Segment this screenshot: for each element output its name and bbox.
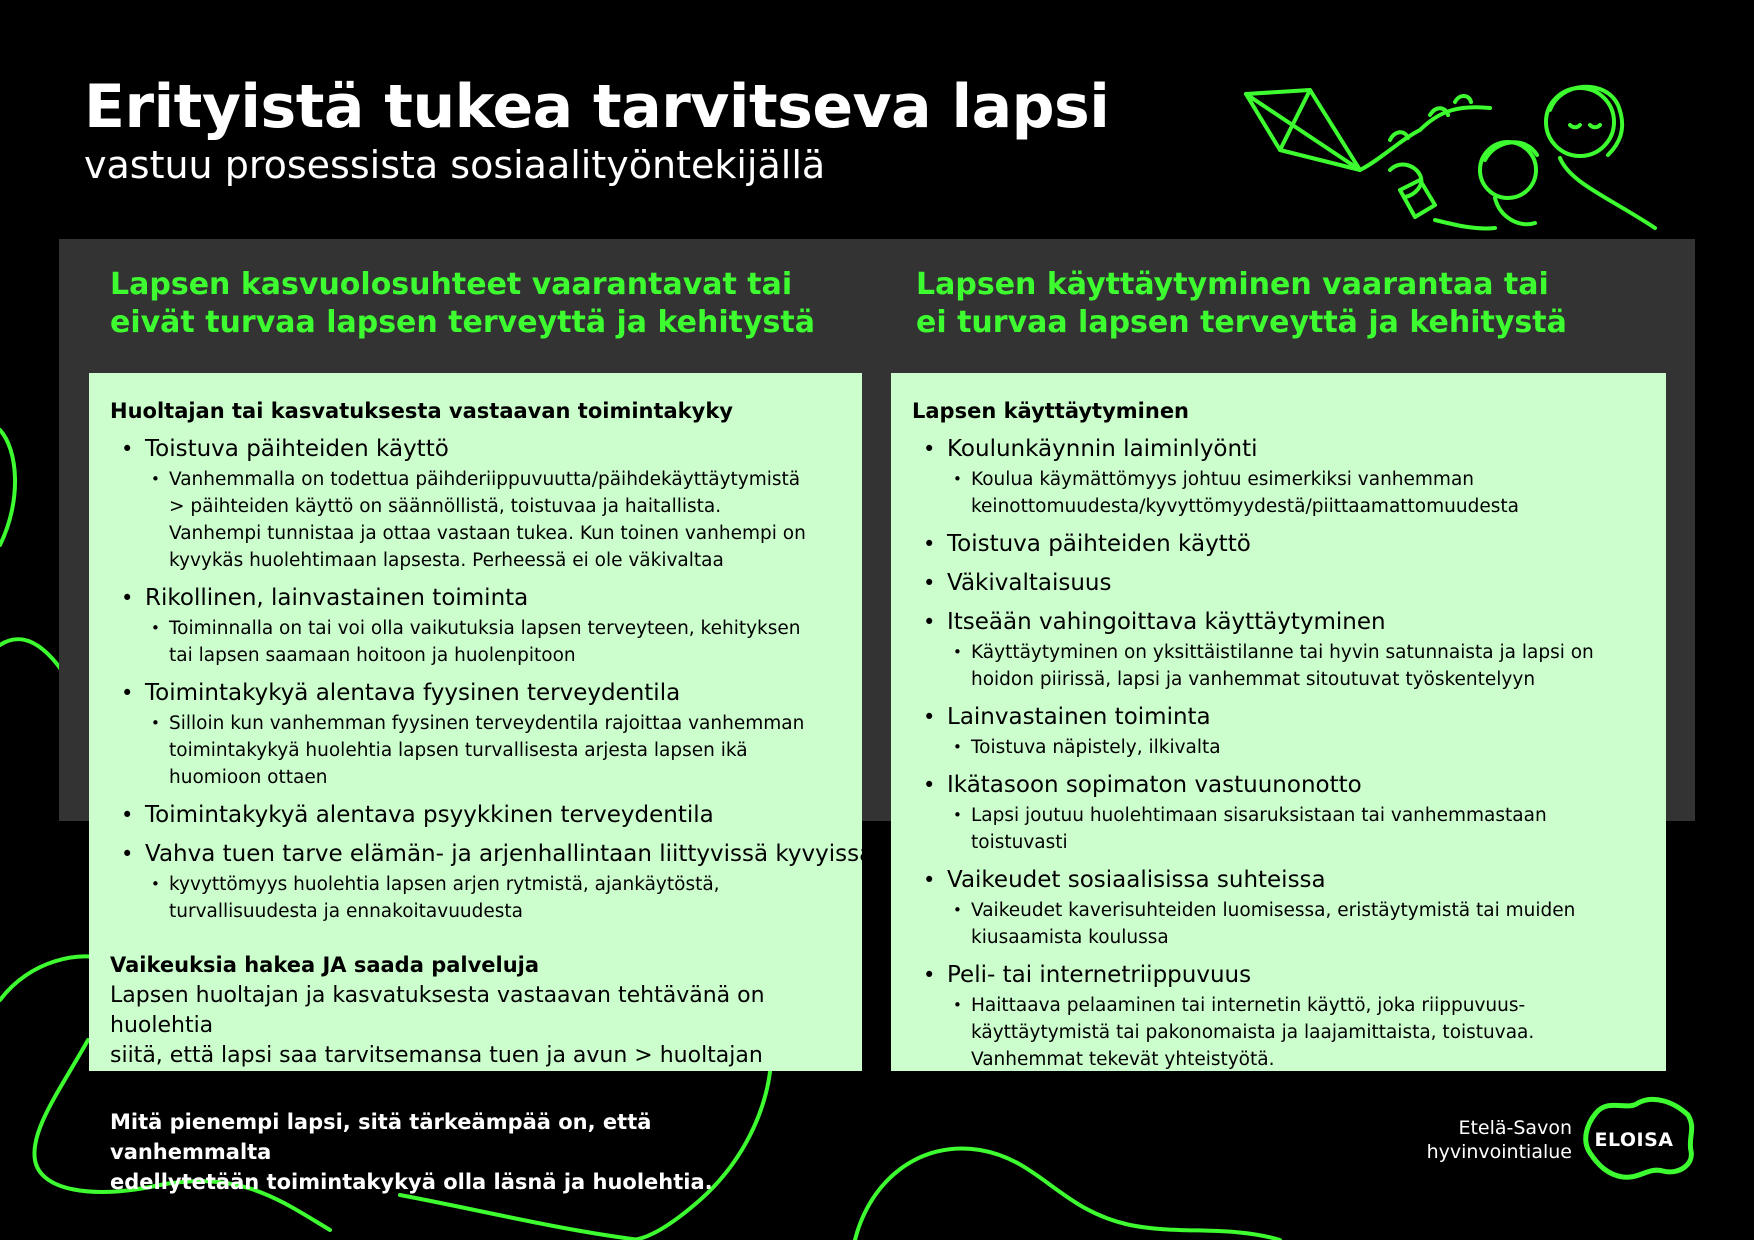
right-section-title: Lapsen käyttäytyminen [912,399,1190,423]
left-heading-line: eivät turvaa lapsen terveyttä ja kehitystä [110,305,815,340]
organization-name [1380,1116,1572,1164]
criteria-item-label: • Lainvastainen toiminta [947,704,1211,730]
criteria-subitem-line: kiusaamista koulussa [971,927,1169,948]
criteria-subitem [947,639,1645,693]
criteria-item [110,801,841,830]
page-subtitle: vastuu prosessista sosiaalityöntekijällä [84,143,826,187]
org-line: hyvinvointialue [1426,1141,1572,1163]
criteria-sublist [947,466,1645,520]
criteria-item [110,435,841,574]
criteria-subitem-line: • Vanhemmalla on todettua päihderiippuvuutta/päihdekäyttäytymistä [169,469,801,490]
criteria-item-label: • Toimintakykyä alentava fyysinen terveydentila [145,680,681,706]
criteria-subitem-line: käyttäytymistä tai pakonomaista ja laajamittaista, toistuvaa. [971,1022,1535,1043]
criteria-item [110,679,841,791]
right-column-heading [916,266,1567,342]
left-heading-line: Lapsen kasvuolosuhteet vaarantavat tai [110,267,793,302]
criteria-sublist [947,734,1645,761]
criteria-subitem [947,734,1645,761]
criteria-sublist [145,710,841,791]
criteria-subitem-line: kyvykäs huolehtimaan lapsesta. Perheessä ei ole väkivaltaa [169,550,724,571]
left-section-title: Huoltajan tai kasvatuksesta vastaavan toimintakyky [110,399,733,423]
criteria-item [912,703,1645,761]
criteria-item [912,569,1645,598]
section2-line: siitä, että lapsi saa tarvitsemansa tuen ja avun > huoltajan tehtävä. [110,1043,763,1098]
footer-note [110,1107,810,1197]
criteria-subitem-line: • Silloin kun vanhemman fyysinen terveydentila rajoittaa vanhemman [169,713,805,734]
criteria-sublist [947,897,1645,951]
criteria-subitem-line: • Vaikeudet kaverisuhteiden luomisessa, eristäytymistä tai muiden [971,900,1576,921]
criteria-item [912,961,1645,1073]
criteria-subitem [947,802,1645,856]
page-title: Erityistä tukea tarvitseva lapsi [84,72,1110,142]
criteria-sublist [145,871,841,925]
criteria-item-label: • Ikätasoon sopimaton vastuunonotto [947,772,1362,798]
criteria-subitem-line: • Lapsi joutuu huolehtimaan sisaruksistaan tai vanhemmastaan toistuvasti [971,805,1547,853]
criteria-item [912,435,1645,520]
footer-note-line: Mitä pienempi lapsi, sitä tärkeämpää on, että vanhemmalta [110,1110,652,1164]
criteria-subitem-line: turvallisuudesta ja ennakoitavuudesta [169,901,523,922]
criteria-subitem-line: Vanhempi tunnistaa ja ottaa vastaan tukea. Kun toinen vanhempi on [169,523,806,544]
criteria-subitem-line: > päihteiden käyttö on säännöllistä, toistuvaa ja haitallista. [169,496,722,517]
right-heading-line: ei turvaa lapsen terveyttä ja kehitystä [916,305,1567,340]
curve-bottom-right [855,1148,1280,1240]
criteria-item [912,608,1645,693]
criteria-subitem-line: • Käyttäytyminen on yksittäistilanne tai hyvin satunnaista ja lapsi on [971,642,1594,663]
criteria-item-label: • Peli- tai internetriippuvuus [947,962,1252,988]
criteria-subitem [947,897,1645,951]
left-section2-text [110,981,841,1101]
criteria-subitem-line: keinottomuudesta/kyvyttömyydestä/piittaamattomuudesta [971,496,1519,517]
criteria-item-label: • Itseään vahingoittava käyttäytyminen [947,609,1386,635]
curve-bottom-long [400,1195,640,1240]
criteria-subitem-line: • Toiminnalla on tai voi olla vaikutuksia lapsen terveyteen, kehityksen [169,618,801,639]
criteria-item-label: • Vahva tuen tarve elämän- ja arjenhallintaan liittyvissä kyvyissä [145,841,874,867]
criteria-subitem-line: huomioon ottaen [169,767,328,788]
criteria-subitem-line: • Haittaava pelaaminen tai internetin käyttö, joka riippuvuus- [971,995,1526,1016]
criteria-subitem-line: hoidon piirissä, lapsi ja vanhemmat sitoutuvat työskentelyyn [971,669,1536,690]
criteria-subitem [145,466,841,574]
criteria-subitem-line: • Koulua käymättömyys johtuu esimerkiksi vanhemman [971,469,1475,490]
criteria-subitem [947,466,1645,520]
criteria-sublist [145,466,841,574]
criteria-subitem [947,992,1645,1073]
criteria-item [912,866,1645,951]
criteria-item-label: • Vaikeudet sosiaalisissa suhteissa [947,867,1326,893]
criteria-item [912,771,1645,856]
criteria-subitem-line: Vanhemmat tekevät yhteistyötä. [971,1049,1275,1070]
org-line: Etelä-Savon [1458,1117,1572,1139]
kite-and-children-illustration-icon [1240,80,1700,242]
left-panel [89,373,874,1098]
criteria-item-label: • Väkivaltaisuus [947,570,1112,596]
criteria-subitem-line: toimintakykyä huolehtia lapsen turvallisesta arjesta lapsen ikä [169,740,748,761]
criteria-subitem [145,615,841,669]
criteria-sublist [947,639,1645,693]
right-criteria-list [912,435,1645,1073]
criteria-item [110,840,874,925]
criteria-item-label: • Toistuva päihteiden käyttö [145,436,449,462]
criteria-item-label: • Koulunkäynnin laiminlyönti [947,436,1258,462]
left-criteria-list [110,435,874,925]
right-heading-line: Lapsen käyttäytyminen vaarantaa tai [916,267,1549,302]
criteria-sublist [947,802,1645,856]
criteria-sublist [947,992,1645,1073]
criteria-sublist [145,615,841,669]
criteria-subitem-line: • Toistuva näpistely, ilkivalta [971,737,1221,758]
criteria-item-label: • Toimintakykyä alentava psyykkinen terveydentila [145,802,714,828]
right-panel [891,373,1666,1071]
criteria-item-label: • Toistuva päihteiden käyttö [947,531,1251,557]
criteria-item-label: • Rikollinen, lainvastainen toiminta [145,585,529,611]
logo-wordmark: ELOISA [1594,1129,1674,1151]
left-section2-title: Vaikeuksia hakea JA saada palveluja [110,953,540,977]
criteria-item [110,584,841,669]
curve-left-top [0,430,15,545]
criteria-subitem [145,710,841,791]
criteria-subitem [145,871,841,925]
criteria-subitem-line: tai lapsen saamaan hoitoon ja huolenpitoon [169,645,576,666]
criteria-item [912,530,1645,559]
left-column-heading [110,266,815,342]
criteria-subitem-line: • kyvyttömyys huolehtia lapsen arjen rytmistä, ajankäytöstä, [169,874,720,895]
section2-line: Lapsen huoltajan ja kasvatuksesta vastaavan tehtävänä on huolehtia [110,983,765,1038]
footer-note-line: edellytetään toimintakykyä olla läsnä ja huolehtia. [110,1170,713,1194]
